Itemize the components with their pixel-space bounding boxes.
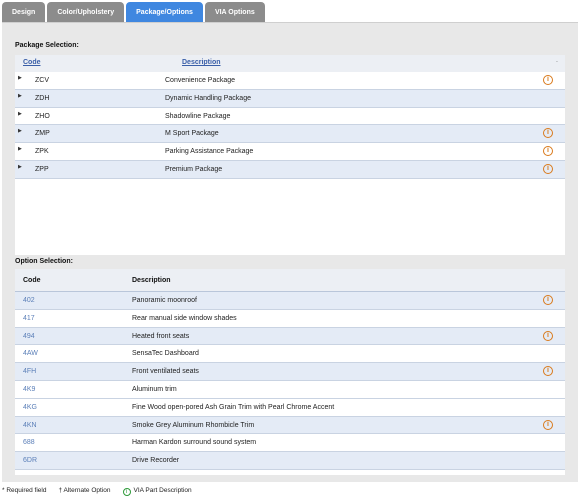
package-description: Convenience Package [165,77,236,84]
option-row-4fh[interactable] [15,363,565,381]
expand-arrow-icon[interactable]: ▶ [18,75,22,81]
package-description: M Sport Package [165,130,219,138]
option-code-link[interactable]: 402 [23,297,35,304]
required-field-legend: * Required field [2,487,47,494]
option-description: Rear manual side window shades [132,314,237,322]
via-description-legend [123,487,192,496]
option-code-link[interactable]: 688 [23,439,35,447]
package-code: ZCV [35,77,49,84]
package-row-zdh[interactable] [15,90,565,108]
package-section-title: Package Selection: [15,42,79,49]
option-code-link[interactable]: 494 [23,332,35,340]
tab-color-upholstery[interactable]: Color/Upholstery [47,2,124,22]
option-row-688[interactable] [15,434,565,452]
expand-arrow-icon[interactable]: ▶ [18,92,22,99]
option-description-header: Description [132,277,171,284]
tab-bar [2,2,265,22]
option-code-link[interactable]: 4K9 [23,385,36,393]
option-row-494[interactable] [15,328,565,346]
option-table-header [15,269,565,292]
package-row-zpk[interactable] [15,143,565,161]
option-row-4kg[interactable] [15,399,565,417]
package-description: Parking Assistance Package [165,148,254,156]
option-row-4aw[interactable] [15,345,565,363]
content-panel [2,22,578,482]
option-description: Fine Wood open-pored Ash Grain Trim with Pearl Chrome Accent [132,403,335,411]
alternate-option-legend: † Alternate Option [58,487,111,494]
expand-arrow-icon[interactable]: ▶ [18,163,22,170]
package-description: Premium Package [165,165,223,173]
option-row-4k9[interactable] [15,381,565,399]
option-code-link[interactable]: 4KG [23,403,38,411]
option-description: Drive Recorder [132,457,180,465]
option-row-4kn[interactable] [15,417,565,435]
via-info-icon: i [123,488,131,496]
package-row-zmp[interactable] [15,125,565,143]
expand-arrow-icon[interactable]: ▶ [18,146,22,153]
option-description: Heated front seats [132,332,190,340]
option-row-6dr[interactable] [15,452,565,470]
package-extra-header: . [556,57,558,64]
package-table [15,55,565,255]
legend-footer [2,487,192,496]
package-code: ZDH [35,94,50,102]
option-row-402[interactable] [15,292,565,310]
option-code-link[interactable]: 6DR [23,457,38,465]
package-row-zcv[interactable] [15,72,565,90]
via-description-text: VIA Part Description [133,487,192,494]
option-description: Front ventilated seats [132,368,199,376]
package-table-header [15,55,565,72]
package-row-zho[interactable] [15,108,565,126]
expand-arrow-icon[interactable]: ▶ [18,128,22,135]
package-description-header[interactable]: Description [182,59,221,66]
option-section-title: Option Selection: [15,258,73,265]
info-icon[interactable]: i [543,366,553,376]
option-code-link[interactable]: 4FH [23,368,37,376]
info-icon[interactable]: i [543,164,553,174]
option-description: Panoramic moonroof [132,297,197,304]
info-icon[interactable]: i [543,295,553,305]
option-description: Smoke Grey Aluminum Rhombicle Trim [132,421,255,429]
info-icon[interactable]: i [543,75,553,85]
option-code-header: Code [23,277,41,284]
package-code-header[interactable]: Code [23,59,41,66]
option-description: Aluminum trim [132,385,177,393]
info-icon[interactable]: i [543,420,553,430]
info-icon[interactable]: i [543,146,553,156]
package-description: Shadowline Package [165,112,231,120]
option-code-link[interactable]: 4KN [23,421,37,429]
info-icon[interactable]: i [543,128,553,138]
package-code: ZPP [35,165,49,173]
tab-design[interactable]: Design [2,2,45,22]
option-row-417[interactable] [15,310,565,328]
option-description: Harman Kardon surround sound system [132,439,257,447]
info-icon[interactable]: i [543,331,553,341]
package-description: Dynamic Handling Package [165,94,251,102]
tab-package-options[interactable]: Package/Options [126,2,203,22]
expand-arrow-icon[interactable]: ▶ [18,110,22,117]
package-code: ZHO [35,112,50,120]
option-table [15,269,565,475]
option-code-link[interactable]: 417 [23,314,35,322]
option-description: SensaTec Dashboard [132,350,199,358]
tab-via-options[interactable]: VIA Options [205,2,265,22]
package-row-zpp[interactable] [15,161,565,179]
package-code: ZMP [35,130,50,138]
option-code-link[interactable]: 4AW [23,350,38,358]
package-code: ZPK [35,148,49,156]
